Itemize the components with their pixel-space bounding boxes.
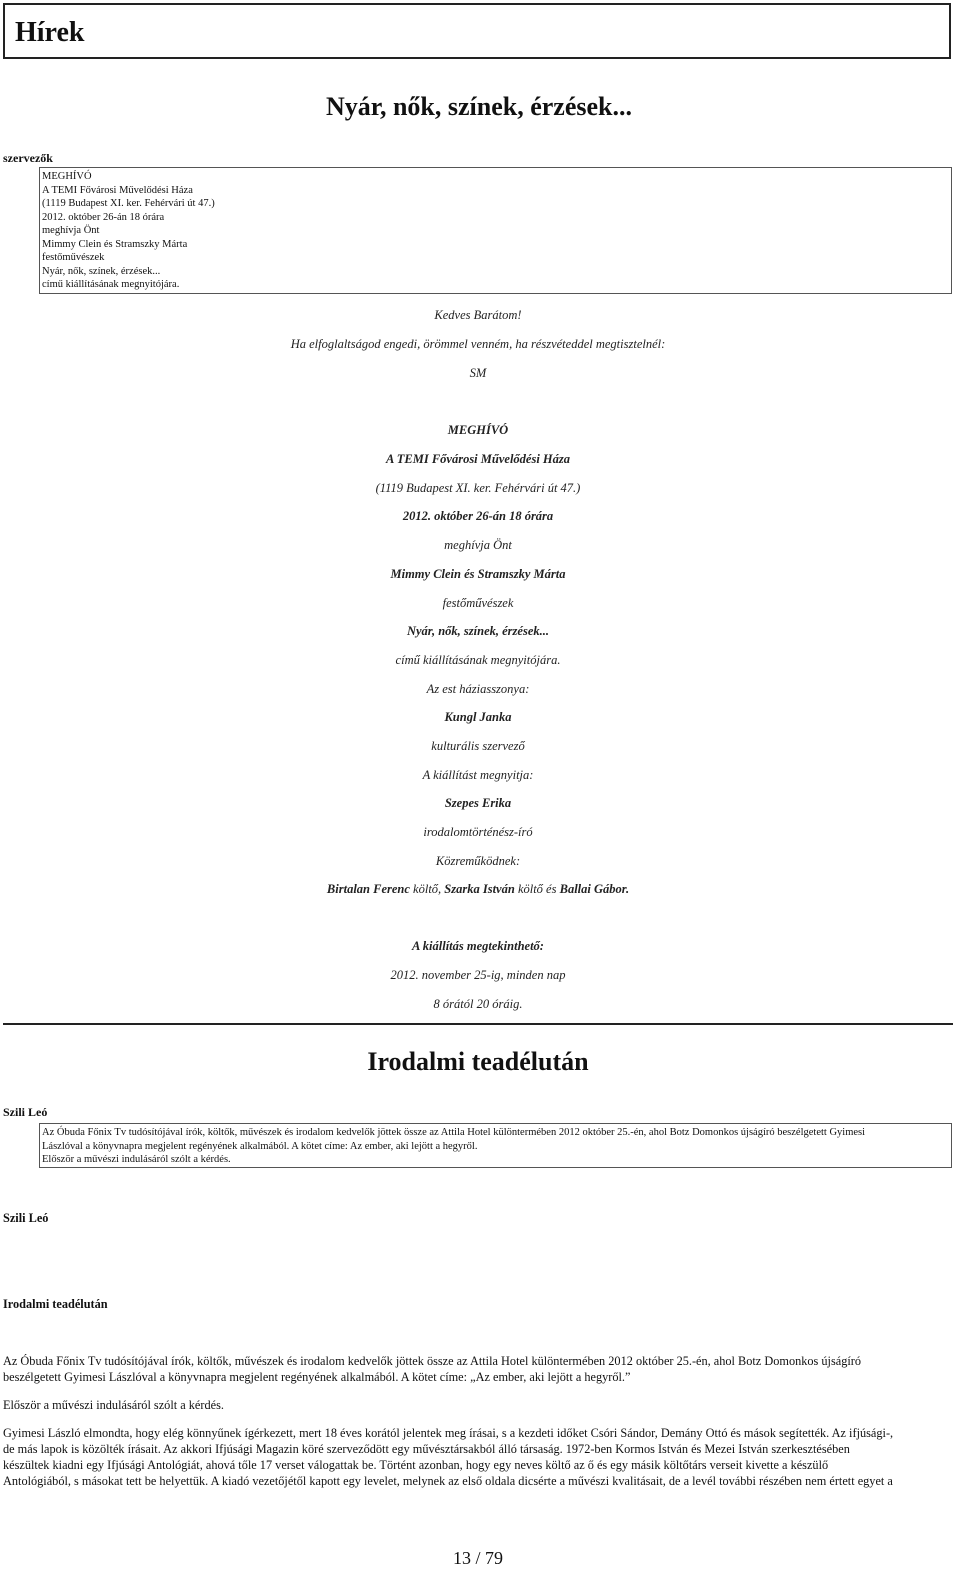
- summary-line: 2012. október 26-án 18 órára: [42, 211, 165, 223]
- section-title: Hírek: [15, 17, 85, 48]
- opener-name: Szepes Erika: [444, 796, 512, 810]
- body-author: Szili Leó: [3, 1211, 49, 1225]
- contributors-label: Közreműködnek:: [435, 854, 521, 868]
- paragraph-line: készültek kiadni egy Ifjúsági Antológiát, ahová tőle 17 verset válogattak be. Történt azonban, hogy egy neves költő az ő és egy másik költőtárs verseit kivette a készülő: [3, 1458, 829, 1472]
- summary-line: című kiállításának megnyitójára.: [42, 279, 180, 290]
- exhibition-title: Nyár, nők, színek, érzések...: [406, 624, 550, 638]
- host-label: Az est háziasszonya:: [426, 682, 530, 696]
- summary-line: festőművészek: [42, 252, 105, 263]
- summary-line: Nyár, nők, színek, érzések...: [42, 265, 161, 277]
- contributor-role: költő és: [514, 882, 560, 896]
- profession: festőművészek: [442, 596, 514, 610]
- host-name: Kungl Janka: [444, 710, 512, 724]
- contributor-name: Ballai Gábor.: [559, 882, 630, 896]
- summary-line: (1119 Budapest XI. ker. Fehérvári út 47.): [42, 198, 215, 209]
- invite-title: MEGHÍVÓ: [447, 423, 509, 437]
- address: (1119 Budapest XI. ker. Fehérvári út 47.): [375, 481, 581, 495]
- viewable-until: 2012. november 25-ig, minden nap: [390, 968, 566, 982]
- viewable-label: A kiállítás megtekinthető:: [412, 939, 544, 953]
- contributor-role: költő,: [409, 882, 445, 896]
- venue: A TEMI Fővárosi Művelődési Háza: [385, 452, 571, 466]
- contributor-name: Szarka István: [444, 882, 515, 896]
- article-title: Nyár, nők, színek, érzések...: [326, 92, 632, 121]
- body-paragraph: Először a művészi indulásáról szólt a kérdés.: [3, 1398, 224, 1412]
- article-summary: [39, 167, 952, 294]
- invite-text: meghívja Önt: [444, 538, 512, 552]
- opener-label: A kiállítást megnyitja:: [422, 768, 534, 782]
- page-number: 13 / 79: [452, 1548, 503, 1568]
- article-summary: [39, 1123, 952, 1168]
- body-paragraph: [3, 1425, 953, 1489]
- paragraph-line: Antológiából, s másokat tett be helyettük. A kiadó vezetőjétől kapott egy levelet, melynek az első oldala dicsérte a művészi kvalitásait, de a levél további részében nem értett egyet a: [3, 1474, 893, 1488]
- article-divider: [3, 1023, 953, 1025]
- contributors-line: [0, 882, 956, 897]
- summary-line: Lászlóval a könyvnapra megjelent regényének alkalmából. A kötet címe: Az ember, aki lejött a hegyről.: [42, 1140, 478, 1152]
- summary-line: Mimmy Clein és Stramszky Márta: [42, 238, 188, 250]
- article-author: szervezők: [3, 151, 53, 165]
- paragraph-line: Gyimesi László elmondta, hogy elég könnyűnek ígérkezett, mert 18 éves korától jelentek meg írásai, s a kezdeti időket Csóri Sándor, Demány Ottó és mások segítették. Az ifjúsági-,: [3, 1426, 894, 1440]
- opening-hours: 8 órától 20 óráig.: [433, 997, 523, 1011]
- contributor-name: Birtalan Ferenc: [326, 882, 410, 896]
- greeting: Kedves Barátom!: [434, 308, 522, 322]
- paragraph-line: de más lapok is közölték írásait. Az akkori Ifjúsági Magazin köré szerveződött egy művésztársakból álló társaság. 1972-ben Kormos István és Mezei István szerkesztésében: [3, 1442, 850, 1456]
- body-paragraph: [3, 1353, 953, 1385]
- article-author: Szili Leó: [3, 1105, 48, 1119]
- opening-text: című kiállításának megnyitójára.: [395, 653, 561, 667]
- intro-text: Ha elfoglaltságod engedi, örömmel venném, ha részvéteddel megtisztelnél:: [290, 337, 666, 351]
- section-header: [3, 3, 951, 59]
- summary-line: Az Óbuda Főnix Tv tudósítójával írók, költők, művészek és irodalom kedvelők jöttek össze az Attila Hotel különtermében 2012 október 25.-én, ahol Botz Domonkos újságíró beszélgetett Gyimesi: [42, 1127, 866, 1138]
- article-title: Irodalmi teadélután: [367, 1047, 589, 1076]
- signature: SM: [469, 366, 487, 380]
- opener-role: irodalomtörténész-író: [423, 825, 533, 839]
- paragraph-line: Az Óbuda Főnix Tv tudósítójával írók, költők, művészek és irodalom kedvelők jöttek össze az Attila Hotel különtermében 2012 október 25.-én, ahol Botz Domonkos újságíró: [3, 1354, 862, 1368]
- artists: Mimmy Clein és Stramszky Márta: [390, 567, 566, 581]
- body-title: Irodalmi teadélután: [3, 1297, 108, 1311]
- summary-line: MEGHÍVÓ: [42, 171, 92, 182]
- host-role: kulturális szervező: [431, 739, 525, 753]
- summary-line: Először a művészi indulásáról szólt a kérdés.: [42, 1154, 231, 1165]
- event-date: 2012. október 26-án 18 órára: [402, 509, 554, 523]
- summary-line: A TEMI Fővárosi Művelődési Háza: [42, 184, 193, 196]
- summary-line: meghívja Önt: [42, 225, 100, 236]
- paragraph-line: beszélgetett Gyimesi Lászlóval a könyvnapra megjelent regényének alkalmából. A kötet címe: „Az ember, aki lejött a hegyről.”: [3, 1370, 631, 1384]
